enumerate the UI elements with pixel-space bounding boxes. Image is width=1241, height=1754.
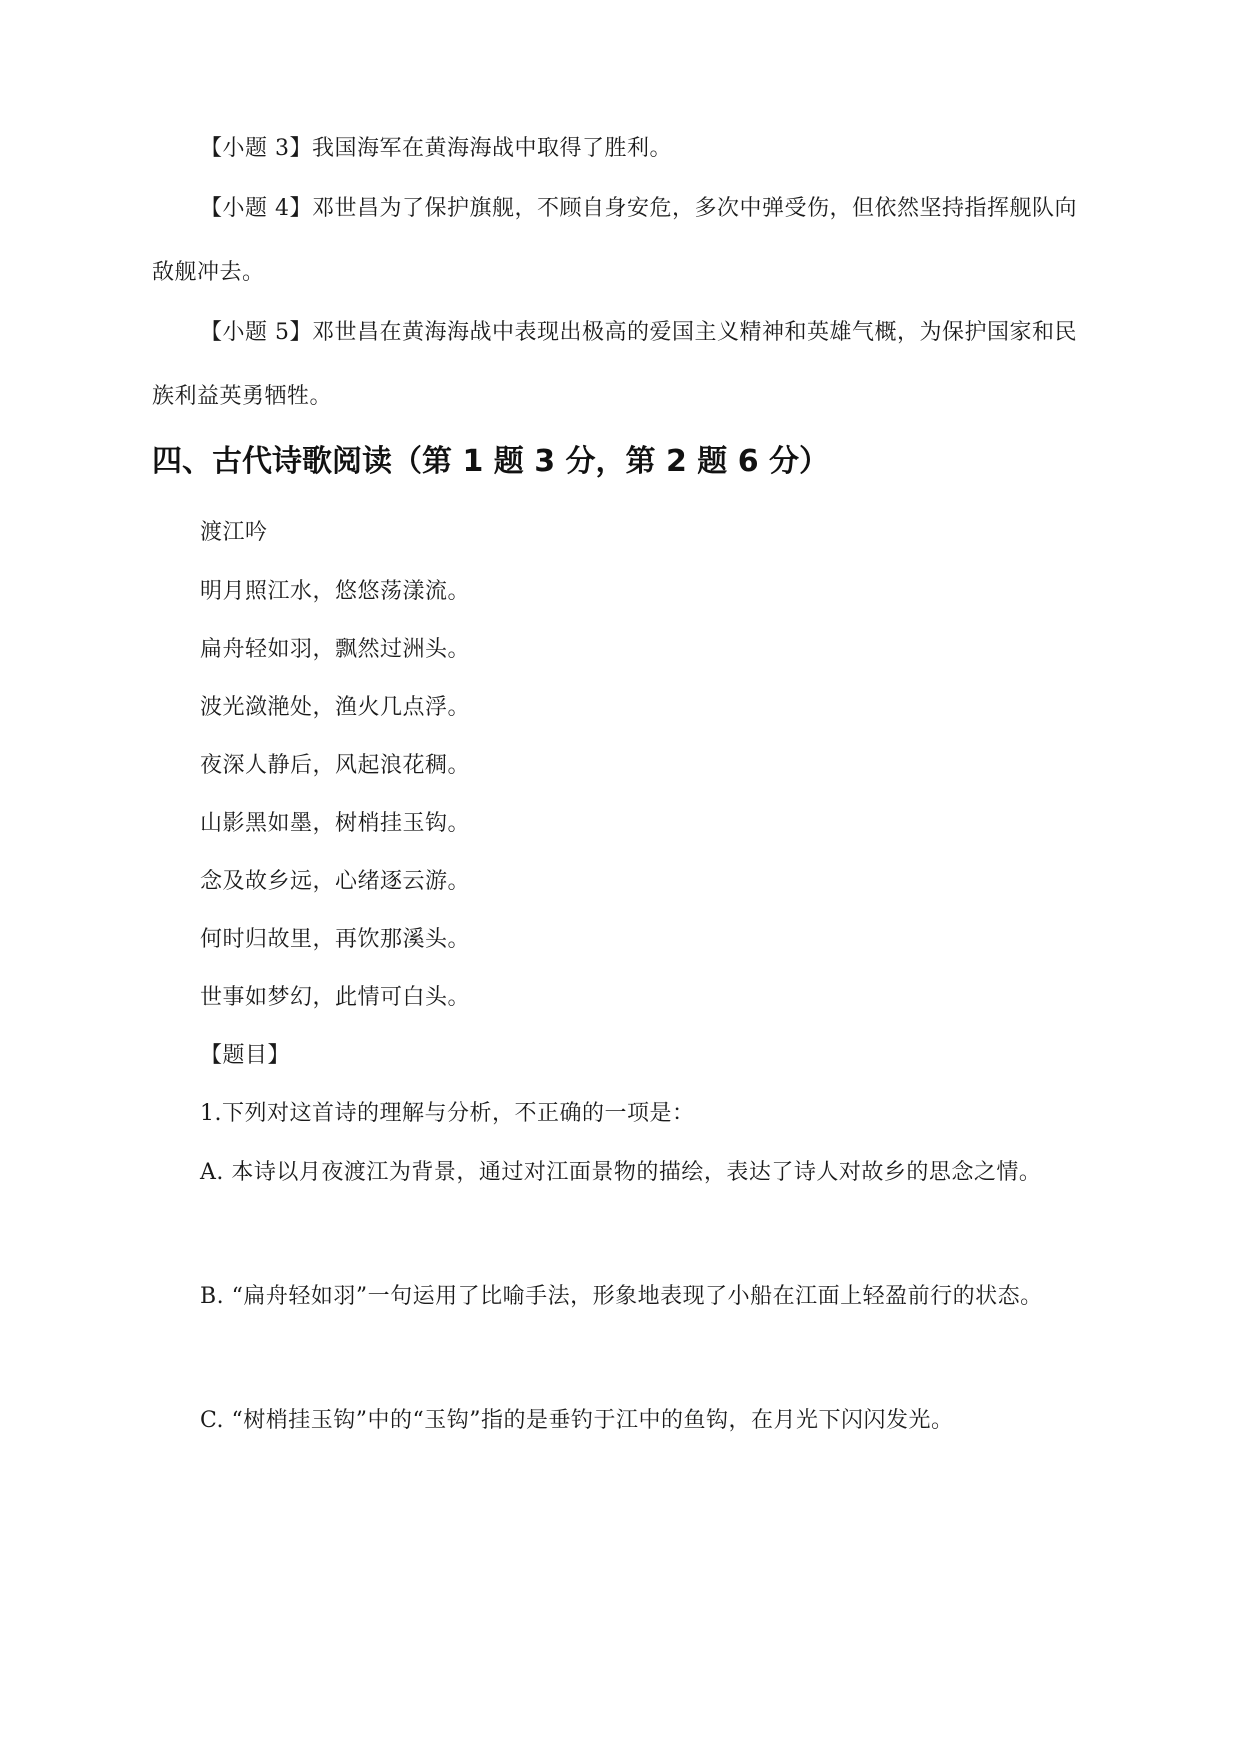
subanswer-5: 【小题 5】邓世昌在黄海海战中表现出极高的爱国主义精神和英雄气概，为保护国家和民族利益英勇牺牲。: [152, 320, 1077, 409]
poem-line: 何时归故里，再饮那溪头。: [200, 927, 471, 952]
questions-label: 【题目】: [200, 1043, 291, 1068]
subanswer-4: 【小题 4】邓世昌为了保护旗舰，不顾自身安危，多次中弹受伤，但依然坚持指挥舰队向敌舰冲去。: [152, 196, 1077, 285]
poem-line: 世事如梦幻，此情可白头。: [200, 985, 471, 1010]
poem-line: 山影黑如墨，树梢挂玉钩。: [200, 811, 471, 836]
poem-line: 夜深人静后，风起浪花稠。: [200, 753, 471, 778]
option-b: B. “扁舟轻如羽”一句运用了比喻手法，形象地表现了小船在江面上轻盈前行的状态。: [200, 1284, 1043, 1309]
poem-line: 扁舟轻如羽，飘然过洲头。: [200, 637, 471, 662]
option-c: C. “树梢挂玉钩”中的“玉钩”指的是垂钓于江中的鱼钩，在月光下闪闪发光。: [200, 1408, 954, 1433]
document-page: [152, 0, 1092, 1754]
section-heading: 四、古代诗歌阅读（第 1 题 3 分，第 2 题 6 分）: [152, 444, 830, 479]
poem-line: 波光潋滟处，渔火几点浮。: [200, 695, 471, 720]
poem-line: 明月照江水，悠悠荡漾流。: [200, 579, 471, 604]
poem-title: 渡江吟: [200, 520, 268, 545]
subanswer-3: 【小题 3】我国海军在黄海海战中取得了胜利。: [200, 136, 672, 161]
option-a: A. 本诗以月夜渡江为背景，通过对江面景物的描绘，表达了诗人对故乡的思念之情。: [200, 1160, 1042, 1185]
question-1-stem: 1.下列对这首诗的理解与分析，不正确的一项是：: [200, 1101, 695, 1126]
poem-line: 念及故乡远，心绪逐云游。: [200, 869, 471, 894]
